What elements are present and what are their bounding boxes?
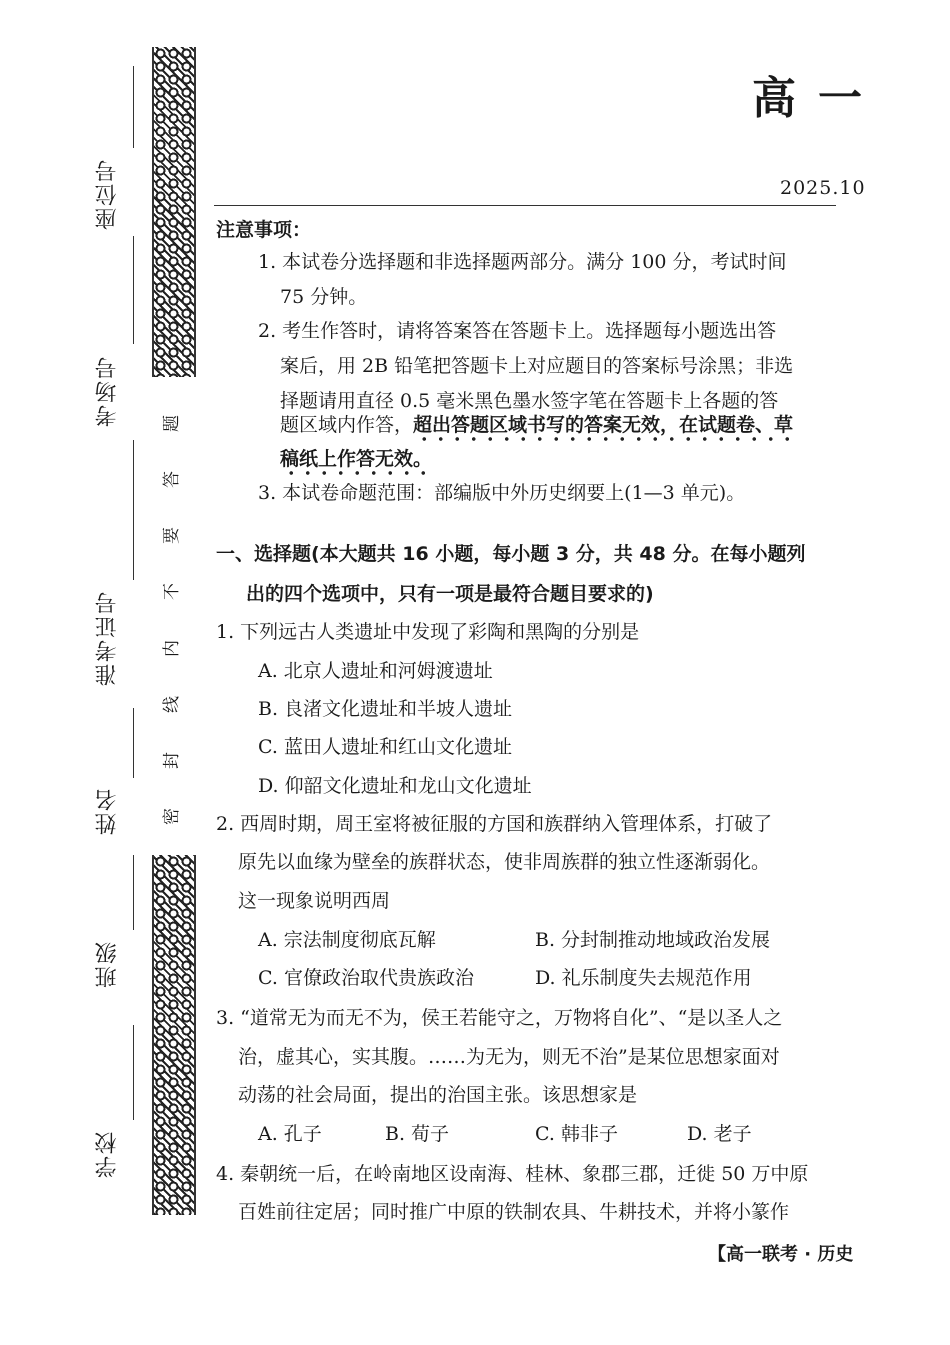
q3-option-a: A. 孔子 (258, 1123, 322, 1145)
q3-stem-line2: 治，虚其心，实其腹。……为无为，则无不治”是某位思想家面对 (238, 1046, 780, 1068)
notice-item-2: 2. 考生作答时，请将答案答在答题卡上。选择题每小题选出答 (258, 320, 777, 342)
exam-date: 2025.10 (780, 177, 866, 199)
q3-stem-line3: 动荡的社会局面，提出的治国主张。该思想家是 (238, 1084, 638, 1106)
q1-option-d: D. 仰韶文化遗址和龙山文化遗址 (258, 775, 532, 797)
notice-item-1: 1. 本试卷分选择题和非选择题两部分。满分 100 分，考试时间 (258, 251, 787, 273)
notice-item-2-plain: 题区域内作答， (280, 414, 414, 436)
notice-heading: 注意事项： (216, 219, 312, 241)
q2-option-d: D. 礼乐制度失去规范作用 (535, 967, 752, 989)
seal-pattern-top (152, 47, 196, 377)
q2-stem-line2: 原先以血缘为壁垒的族群状态，使非周族群的独立性逐渐弱化。 (238, 851, 771, 873)
class-label: 班级 (95, 940, 120, 988)
exam-room-label: 考场号 (95, 355, 120, 427)
notice-emphasis: 超出答题区域书写的答案无效，在试题卷、草 (413, 414, 793, 442)
seat-number-blank (133, 66, 134, 148)
q2-option-b: B. 分封制推动地域政治发展 (535, 929, 771, 951)
section-heading: 一、选择题(本大题共 16 小题，每小题 3 分，共 48 分。在每小题列 (216, 543, 806, 565)
grade-title: 高一 (752, 73, 884, 124)
q3-option-c: C. 韩非子 (535, 1123, 618, 1145)
q2-stem: 2. 西周时期，周王室将被征服的方国和族群纳入管理体系，打破了 (216, 813, 773, 835)
q1-option-b: B. 良渚文化遗址和半坡人遗址 (258, 698, 513, 720)
notice-item-2-line4 (280, 406, 793, 444)
q1-stem: 1. 下列远古人类遗址中发现了彩陶和黑陶的分别是 (216, 621, 640, 643)
q2-option-a: A. 宗法制度彻底瓦解 (258, 929, 436, 951)
notice-item-2-line2: 案后，用 2B 铅笔把答题卡上对应题目的答案标号涂黑；非选 (280, 355, 794, 377)
school-label: 学校 (95, 1130, 120, 1178)
notice-item-1-cont: 75 分钟。 (280, 286, 368, 308)
q2-option-c: C. 官僚政治取代贵族政治 (258, 967, 474, 989)
section-heading-cont: 出的四个选项中，只有一项是最符合题目要求的) (246, 583, 654, 605)
ticket-number-label: 准考证号 (95, 590, 120, 686)
seal-pattern-bottom (152, 855, 196, 1215)
exam-subject-footer: 【高一联考 · 历史 (708, 1244, 854, 1265)
ticket-number-blank (133, 440, 134, 580)
q2-stem-line3: 这一现象说明西周 (238, 890, 391, 912)
name-blank (133, 708, 134, 778)
class-blank (133, 855, 134, 930)
name-label: 姓名 (95, 787, 120, 835)
seat-number-label: 座位号 (95, 158, 120, 230)
header-rule (214, 205, 836, 206)
q1-option-c: C. 蓝田人遗址和红山文化遗址 (258, 736, 512, 758)
q3-option-b: B. 荀子 (385, 1123, 450, 1145)
q4-stem-line2: 百姓前往定居；同时推广中原的铁制农具、牛耕技术，并将小篆作 (238, 1201, 790, 1223)
notice-emphasis-cont: 稿纸上作答无效。 (280, 448, 432, 476)
school-blank (133, 1025, 134, 1120)
notice-item-2-line3: 择题请用直径 0.5 毫米黑色墨水签字笔在答题卡上各题的答 (280, 390, 779, 412)
exam-room-blank (133, 236, 134, 344)
q3-option-d: D. 老子 (687, 1123, 752, 1145)
q4-stem: 4. 秦朝统一后，在岭南地区设南海、桂林、象郡三郡，迁徙 50 万中原 (216, 1163, 809, 1185)
notice-item-3: 3. 本试卷命题范围：部编版中外历史纲要上(1—3 单元)。 (258, 482, 746, 504)
notice-item-2-line5 (280, 440, 432, 478)
q1-option-a: A. 北京人遗址和河姆渡遗址 (258, 660, 493, 682)
q3-stem: 3. “道常无为而无不为，侯王若能守之，万物将自化”、“是以圣人之 (216, 1007, 783, 1029)
seal-line-notice: 题 答 要 不 内 线 封 密 (161, 415, 182, 825)
